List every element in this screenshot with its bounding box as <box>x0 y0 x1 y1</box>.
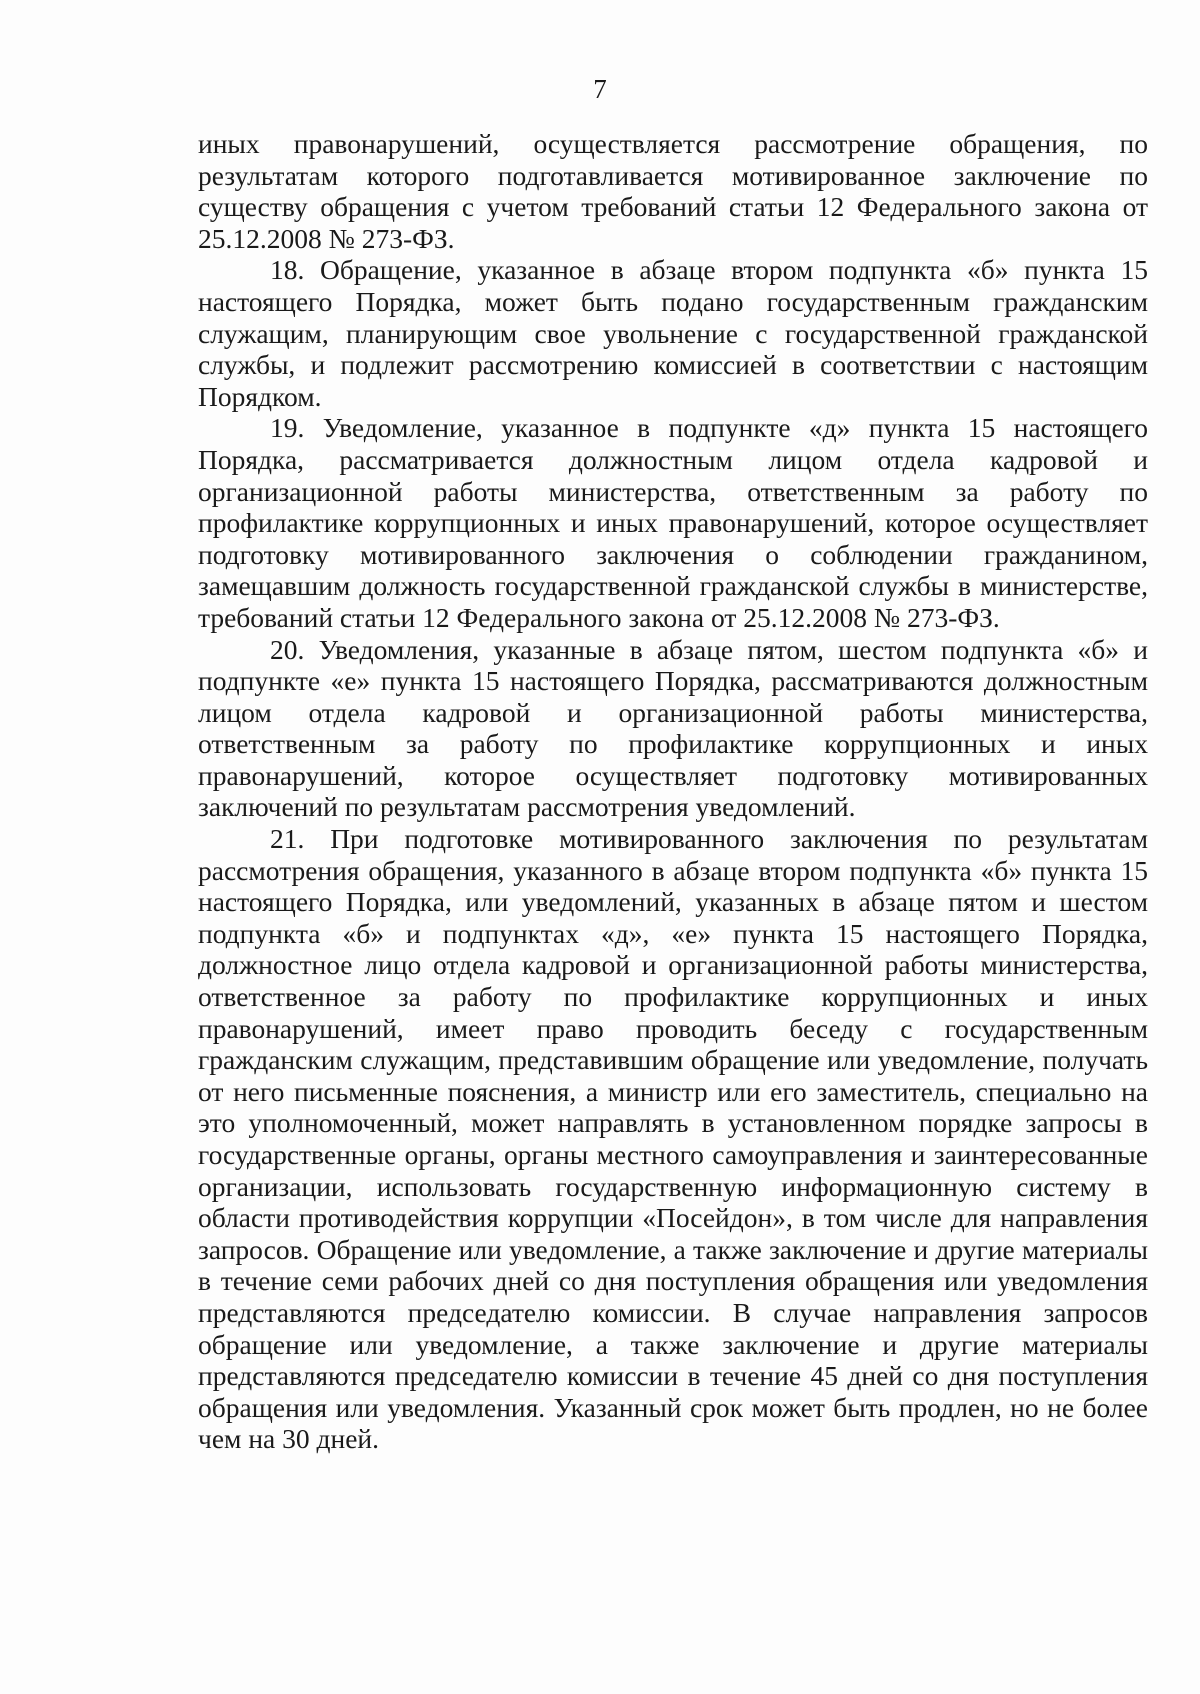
paragraph-21: 21. При подготовке мотивированного заключения по результатам рассмотрения обращения, указанного в абзаце втором подпункта «б» пункта 15 настоящего Порядка, или уведомлений, указанных в абзаце пятом и шестом подпункта «б» и подпунктах «д», «е» пункта 15 настоящего Порядка, должностное лицо отдела кадровой и организационной работы министерства, ответственное за работу по профилактике коррупционных и иных правонарушений, имеет право проводить беседу с государственным гражданским служащим, представившим обращение или уведомление, получать от него письменные пояснения, а министр или его заместитель, специально на это уполномоченный, может направлять в установленном порядке запросы в государственные органы, органы местного самоуправления и заинтересованные организации, использовать государственную информационную систему в области противодействия коррупции «Посейдон», в том числе для направления запросов. Обращение или уведомление, а также заключение и другие материалы в течение семи рабочих дней со дня поступления обращения или уведомления представляются председателю комиссии. В случае направления запросов обращение или уведомление, а также заключение и другие материалы представляются председателю комиссии в течение 45 дней со дня поступления обращения или уведомления. Указанный срок может быть продлен, но не более чем на 30 дней. <box>198 823 1148 1455</box>
paragraph-20: 20. Уведомления, указанные в абзаце пятом, шестом подпункта «б» и подпункте «е» пункта 15 настоящего Порядка, рассматриваются должностным лицом отдела кадровой и организационной работы министерства, ответственным за работу по профилактике коррупционных и иных правонарушений, которое осуществляет подготовку мотивированных заключений по результатам рассмотрения уведомлений. <box>198 633 1148 823</box>
paragraph-continuation: иных правонарушений, осуществляется рассмотрение обращения, по результатам которого подготавливается мотивированное заключение по существу обращения с учетом требований статьи 12 Федерального закона от 25.12.2008 № 273-ФЗ. <box>198 128 1148 254</box>
paragraph-19: 19. Уведомление, указанное в подпункте «д» пункта 15 настоящего Порядка, рассматривается должностным лицом отдела кадровой и организационной работы министерства, ответственным за работу по профилактике коррупционных и иных правонарушений, которое осуществляет подготовку мотивированного заключения о соблюдении гражданином, замещавшим должность государственной гражданской службы в министерстве, требований статьи 12 Федерального закона от 25.12.2008 № 273-ФЗ. <box>198 412 1148 633</box>
document-body <box>198 128 1148 1455</box>
paragraph-18: 18. Обращение, указанное в абзаце втором подпункта «б» пункта 15 настоящего Порядка, может быть подано государственным гражданским служащим, планирующим свое увольнение с государственной гражданской службы, и подлежит рассмотрению комиссией в соответствии с настоящим Порядком. <box>198 254 1148 412</box>
page-number: 7 <box>593 74 607 104</box>
